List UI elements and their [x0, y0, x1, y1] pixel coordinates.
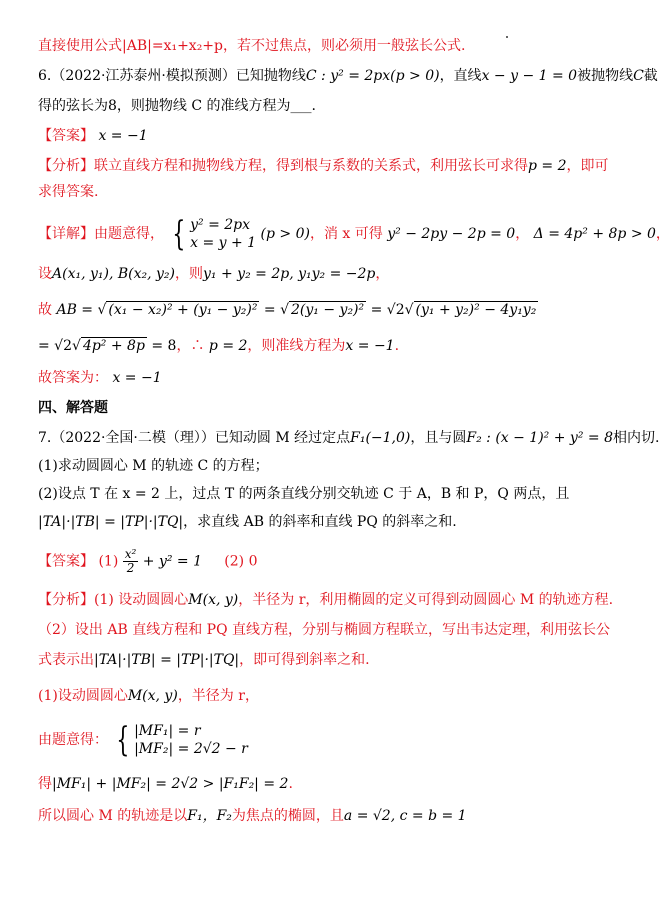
intro-text: 直接使用公式|AB|=x₁+x₂+p，若不过焦点，则必须用一般弦长公式. [38, 38, 466, 54]
solution-text-4a: 所以圆心 M 的轨迹是以 [38, 808, 188, 824]
detail-6-comma: ， [515, 226, 530, 242]
section-heading [38, 398, 108, 418]
set-text-b: ，则 [175, 266, 204, 282]
analysis-6-eq: p = 2 [528, 158, 567, 174]
analysis-7-line-1 [38, 590, 613, 610]
detail-6-text-b: ，消 x 可得 [309, 226, 383, 242]
ab-lhs: AB = [56, 302, 94, 318]
q7-text-a: 7.（2022·全国·二模（理））已知动圆 M 经过定点 [38, 430, 351, 446]
equals-1: = [263, 302, 276, 318]
q7-f2: F₂ : (x − 1)² + y² = 8 [466, 430, 613, 446]
answer-tag: 【答案】 [38, 128, 94, 144]
q6-text-g: 截 [643, 68, 658, 84]
answer-7-part2: (2) 0 [224, 553, 258, 570]
q7-text-b: ，且与圆 [410, 430, 467, 446]
res-period: . [394, 338, 400, 354]
analysis-7-text-3a: 式表示出 [38, 652, 94, 668]
q6-text-e: 被抛物线 [577, 68, 634, 84]
detail-6-comma2: ， [655, 226, 670, 242]
q6-c: C [633, 68, 644, 84]
q7-f1: F₁(−1,0) [350, 430, 411, 446]
question-7-part-2b [38, 512, 457, 532]
final-text: 故答案为： [38, 370, 108, 386]
detail-6-eq1: y² − 2py − 2p = 0 [387, 226, 516, 242]
points-ab: A(x₁, y₁), B(x₂, y₂) [52, 266, 176, 282]
chord-length-line: 故 AB = √ (x₁ − x₂)² + (y₁ − y₂)² = √ 2(y₁ − y₂)² = √2√ (y₁ + y₂)² − 4y₁y₂ [38, 302, 537, 318]
solution-m: M(x, y) [127, 688, 178, 704]
frac-den: 2 [126, 561, 135, 575]
radicand-3: (y₁ + y₂)² − 4y₁y₂ [415, 302, 537, 318]
analysis-6-line-1 [38, 156, 609, 176]
final-answer-6 [38, 368, 162, 388]
distance-system: { |MF₁| = r |MF₂| = 2√2 − r [116, 720, 248, 760]
set-text-c: ， [375, 266, 390, 282]
analysis-7-text-a: (1) 设动圆圆心 [94, 592, 189, 608]
analysis-7-line-3 [38, 650, 370, 670]
q7-part2: (2)设点 T 在 x = 2 上，过点 T 的两条直线分别交轨迹 C 于 A，B 和 P，Q 两点，且 [38, 486, 570, 502]
solution-7-line-4 [38, 806, 467, 826]
intro-line [38, 36, 465, 56]
answer-6 [38, 126, 148, 146]
answer-7 [38, 548, 258, 575]
question-6-line-2 [38, 96, 316, 116]
detail-6-text-a: 由题意得， [94, 226, 164, 242]
analysis-6-line-2 [38, 182, 98, 202]
set-points-line [38, 264, 389, 284]
analysis-7-line-2 [38, 620, 610, 640]
result-6-line: = √2√ 4p² + 8p = 8，∴ p = 2，则准线方程为x = −1. [38, 338, 400, 354]
res-eq-8: = 8 [151, 338, 177, 354]
detail-6-cond: (p > 0) [260, 226, 310, 242]
equals-2: = √2 [370, 302, 405, 318]
solution-text-4c: 为焦点的椭圆，且 [231, 808, 344, 824]
q6-parabola: C : y² = 2px(p > 0) [305, 68, 440, 84]
equation-system: { y² = 2px x = y + 1 [172, 214, 257, 254]
solution-7-line-3 [38, 774, 293, 794]
res-text: ，则准线方程为 [247, 338, 346, 354]
solution-7-system [38, 722, 248, 758]
q6-line-eq: x − y − 1 = 0 [481, 68, 578, 84]
system-mf1: |MF₁| = r [134, 723, 201, 739]
solution-period: . [288, 776, 293, 792]
question-7-part-1 [38, 456, 269, 476]
res-radicand: 4p² + 8p [82, 338, 145, 354]
solution-7-line-1 [38, 686, 259, 706]
answer-7-part1-label: (1) [98, 553, 119, 570]
therefore-text: 故 [38, 302, 52, 318]
system-mf2: |MF₂| = 2√2 − r [134, 741, 248, 757]
q7-part1: (1)求动圆圆心 M 的轨迹 C 的方程； [38, 458, 269, 474]
question-7-part-2 [38, 484, 569, 504]
solution-text-2: 由题意得： [38, 732, 108, 748]
analysis-tag: 【分析】 [38, 592, 94, 608]
q7-part2b-text: ，求直线 AB 的斜率和直线 PQ 的斜率之和. [183, 514, 457, 530]
analysis-7-condition: |TA|·|TB| = |TP|·|TQ| [94, 652, 240, 668]
speck [506, 36, 508, 38]
analysis-7-text-3c: ，即可得到斜率之和. [239, 652, 370, 668]
q6-text-c: ，直线 [439, 68, 482, 84]
q7-condition: |TA|·|TB| = |TP|·|TQ| [38, 514, 184, 530]
frac-num: x² [124, 547, 137, 561]
detail-6-line-1 [38, 216, 670, 252]
analysis-6-text2: ，即可 [566, 158, 609, 174]
detail-tag: 【详解】 [38, 226, 94, 242]
radicand-1: (x₁ − x₂)² + (y₁ − y₂)² [108, 302, 258, 318]
solution-text-b: ，半径为 r， [177, 688, 259, 704]
analysis-tag: 【分析】 [38, 158, 94, 174]
solution-text-3a: 得 [38, 776, 52, 792]
final-value: x = −1 [112, 370, 162, 386]
q6-text-a: 6.（2022·江苏泰州·模拟预测）已知抛物线 [38, 68, 306, 84]
analysis-7-text-b: ，半径为 r，利用椭圆的定义可得到动圆圆心 M 的轨迹方程. [238, 592, 614, 608]
section-title: 四、解答题 [38, 400, 108, 416]
set-text: 设 [38, 266, 52, 282]
q6-text-2: 得的弦长为8，则抛物线 C 的准线方程为___. [38, 98, 316, 114]
res-therefore: ，∴ [176, 338, 205, 354]
res-p: p = 2 [208, 338, 248, 354]
solution-inequality: |MF₁| + |MF₂| = 2√2 > |F₁F₂| = 2 [52, 776, 289, 792]
q7-text-c: 相内切. [612, 430, 660, 446]
fraction [123, 548, 139, 575]
system-eq-1: y² = 2px [190, 217, 251, 233]
detail-6-eq2: Δ = 4p² + 8p > 0 [533, 226, 656, 242]
question-6-line-1 [38, 66, 658, 86]
res-sqrt2: = √2 [38, 338, 73, 354]
analysis-7-text-2: （2）设出 AB 直线方程和 PQ 直线方程，分别与椭圆方程联立，写出韦达定理，利用弦长公 [38, 622, 611, 638]
answer-6-value: x = −1 [98, 128, 148, 144]
analysis-6-text: 联立直线方程和抛物线方程，得到根与系数的关系式，利用弦长可求得 [94, 158, 528, 174]
analysis-7-m: M(x, y) [188, 592, 239, 608]
solution-text-a: (1)设动圆圆心 [38, 688, 128, 704]
system-eq-2: x = y + 1 [190, 235, 257, 251]
answer-7-ellipse: + y² = 1 [142, 553, 203, 570]
radicand-2: 2(y₁ − y₂)² [291, 302, 365, 318]
question-7-line-1 [38, 428, 659, 448]
vieta-relations: y₁ + y₂ = 2p, y₁y₂ = −2p [203, 266, 376, 282]
answer-tag: 【答案】 [38, 553, 94, 570]
solution-params: a = √2, c = b = 1 [343, 808, 467, 824]
solution-foci: F₁，F₂ [187, 808, 232, 824]
res-directrix: x = −1 [345, 338, 395, 354]
analysis-6-text3: 求得答案. [38, 184, 99, 200]
